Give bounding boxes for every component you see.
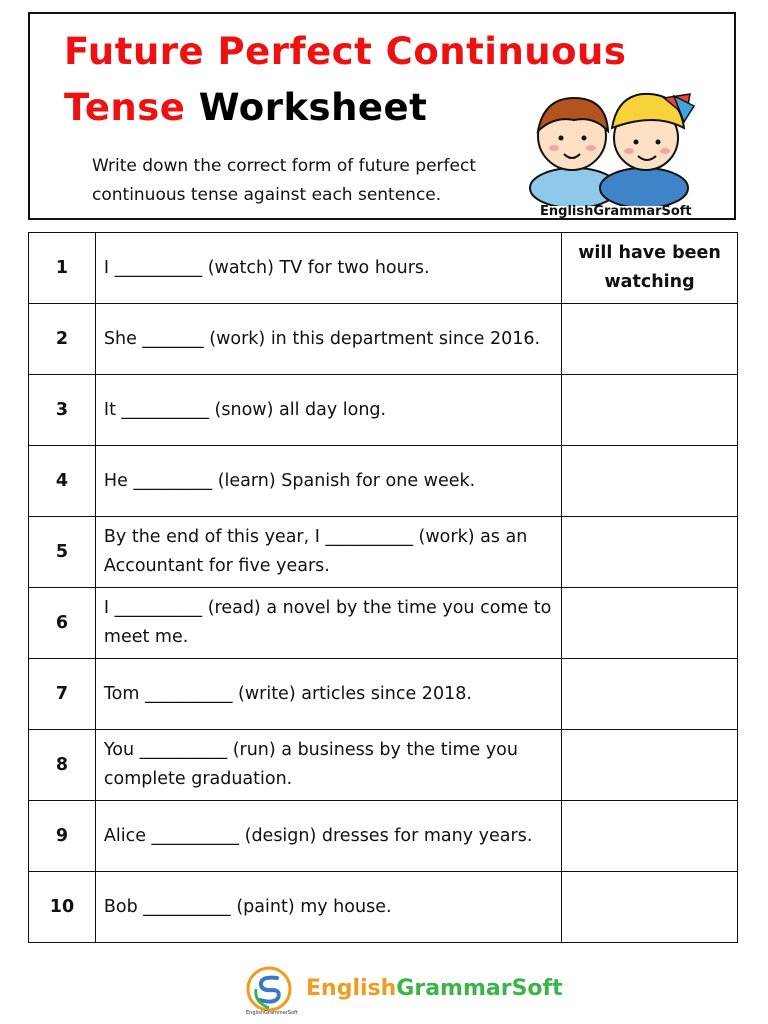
footer-brand xyxy=(246,966,566,1018)
title-tense-word: Tense xyxy=(64,86,186,129)
table-row xyxy=(29,304,738,375)
answer-cell[interactable] xyxy=(562,517,738,588)
title-worksheet-word: Worksheet xyxy=(198,86,428,129)
brand-logo-icon xyxy=(246,966,292,1012)
table-row xyxy=(29,659,738,730)
answer-cell[interactable] xyxy=(562,446,738,517)
table-row xyxy=(29,517,738,588)
question-number: 4 xyxy=(29,446,96,517)
question-sentence: She _______ (work) in this department since 2016. xyxy=(95,304,561,375)
instructions-text: Write down the correct form of future perfect continuous tense against each sentence. xyxy=(92,156,476,205)
question-sentence: You __________ (run) a business by the time you complete graduation. xyxy=(95,730,561,801)
table-row xyxy=(29,872,738,943)
brand-name-part1: English xyxy=(306,976,397,1001)
exercise-table xyxy=(28,232,738,943)
answer-cell[interactable] xyxy=(562,801,738,872)
table-row xyxy=(29,588,738,659)
question-number: 5 xyxy=(29,517,96,588)
question-sentence: He _________ (learn) Spanish for one week. xyxy=(95,446,561,517)
answer-cell[interactable] xyxy=(562,588,738,659)
question-sentence: Tom __________ (write) articles since 2018. xyxy=(95,659,561,730)
illustration-brand-label: EnglishGrammarSoft xyxy=(540,204,692,219)
question-sentence: Bob __________ (paint) my house. xyxy=(95,872,561,943)
question-number: 6 xyxy=(29,588,96,659)
question-sentence: I __________ (watch) TV for two hours. xyxy=(95,233,561,304)
table-row xyxy=(29,233,738,304)
question-number: 1 xyxy=(29,233,96,304)
question-number: 9 xyxy=(29,801,96,872)
table-row xyxy=(29,446,738,517)
question-sentence: I __________ (read) a novel by the time you come to meet me. xyxy=(95,588,561,659)
two-boys-illustration xyxy=(514,76,704,206)
question-sentence: It __________ (snow) all day long. xyxy=(95,375,561,446)
answer-cell[interactable]: will have been watching xyxy=(562,233,738,304)
worksheet-header xyxy=(28,12,736,220)
answer-cell[interactable] xyxy=(562,872,738,943)
answer-cell[interactable] xyxy=(562,730,738,801)
logo-small-text: EnglishGrammarSoft xyxy=(246,1010,298,1016)
question-sentence: Alice __________ (design) dresses for many years. xyxy=(95,801,561,872)
answer-cell[interactable] xyxy=(562,659,738,730)
question-number: 7 xyxy=(29,659,96,730)
title-line-2 xyxy=(64,86,427,129)
question-sentence: By the end of this year, I __________ (work) as an Accountant for five years. xyxy=(95,517,561,588)
question-number: 3 xyxy=(29,375,96,446)
question-number: 2 xyxy=(29,304,96,375)
question-number: 10 xyxy=(29,872,96,943)
table-row xyxy=(29,730,738,801)
table-row xyxy=(29,375,738,446)
table-row xyxy=(29,801,738,872)
brand-name-part2: GrammarSoft xyxy=(396,976,563,1001)
answer-cell[interactable] xyxy=(562,304,738,375)
brand-name xyxy=(306,976,563,1001)
answer-cell[interactable] xyxy=(562,375,738,446)
question-number: 8 xyxy=(29,730,96,801)
title-line-1: Future Perfect Continuous xyxy=(64,30,627,73)
